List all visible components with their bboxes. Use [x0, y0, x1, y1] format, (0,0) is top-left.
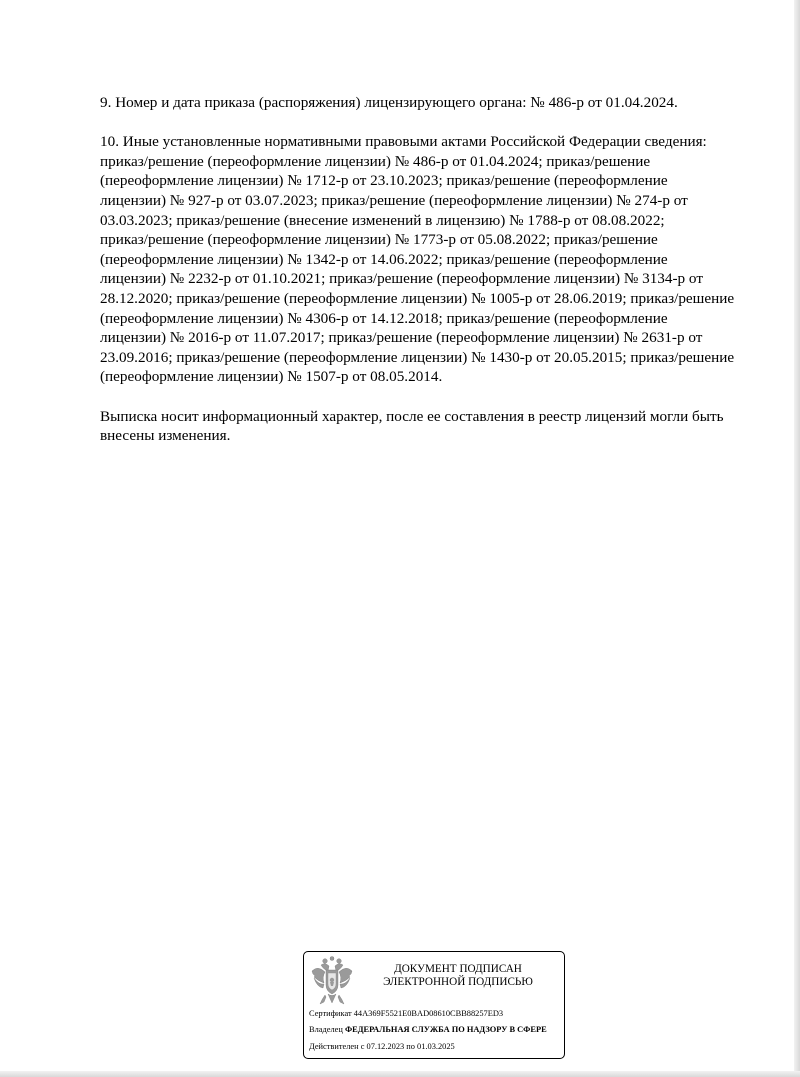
owner-label: Владелец	[309, 1025, 343, 1034]
valid-label: Действителен	[309, 1042, 359, 1051]
document-body	[100, 93, 775, 465]
certificate-number: 44A369F5521E0BAD08610CBB88257ED3	[353, 1009, 504, 1018]
stamp-certificate	[309, 1008, 503, 1019]
valid-to-date: 01.03.2025	[417, 1042, 455, 1051]
electronic-signature-stamp	[303, 951, 565, 1059]
stamp-title: ДОКУМЕНТ ПОДПИСАН ЭЛЕКТРОННОЙ ПОДПИСЬЮ	[383, 963, 533, 988]
stamp-validity	[309, 1041, 455, 1052]
valid-from-date: 07.12.2023	[366, 1042, 405, 1051]
paragraph-order-number: 9. Номер и дата приказа (распоряжения) лицензирующего органа: № 486-р от 01.04.2024.	[100, 94, 678, 111]
paragraph-other-info: 10. Иные установленные нормативными правовыми актами Российской Федерации сведения: приказ/решение (переоформление лицензии) № 486-р от 01.04.2024; приказ/решение (переоформление лицензии) № 1712-р от 23.10.2023; приказ/решение (переоформление лицензии) № 927-р от 03.07.2023; приказ/решение (переоформление лицензии) № 274-р от 03.03.2023; приказ/решение (внесение изменений в лицензию) № 1788-р от 08.08.2022; приказ/решение (переоформление лицензии) № 1773-р от 05.08.2022; приказ/решение (переоформление лицензии) № 1342-р от 14.06.2022; приказ/решение (переоформление лицензии) № 2232-р от 01.10.2021; приказ/решение (переоформление лицензии) № 3134-р от 28.12.2020; приказ/решение (переоформление лицензии) № 1005-р от 28.06.2019; приказ/решение (переоформление лицензии) № 4306-р от 14.12.2018; приказ/решение (переоформление лицензии) № 2016-р от 11.07.2017; приказ/решение (переоформление лицензии) № 2631-р от 23.09.2016; приказ/решение (переоформление лицензии) № 1430-р от 20.05.2015; приказ/решение (переоформление лицензии) № 1507-р от 08.05.2014.	[100, 133, 735, 386]
russian-coat-of-arms-icon	[310, 955, 354, 1007]
certificate-label: Сертификат	[309, 1009, 352, 1018]
page-edge-shadow-right	[794, 0, 800, 1077]
stamp-owner	[309, 1024, 547, 1035]
page-edge-shadow-bottom	[0, 1071, 800, 1077]
owner-name: ФЕДЕРАЛЬНАЯ СЛУЖБА ПО НАДЗОРУ В СФЕРЕ	[344, 1025, 547, 1034]
paragraph-disclaimer: Выписка носит информационный характер, после ее составления в реестр лицензий могли быть внесены изменения.	[100, 407, 724, 445]
valid-from-prefix: с	[360, 1042, 365, 1051]
valid-to-prefix: по	[406, 1042, 415, 1051]
